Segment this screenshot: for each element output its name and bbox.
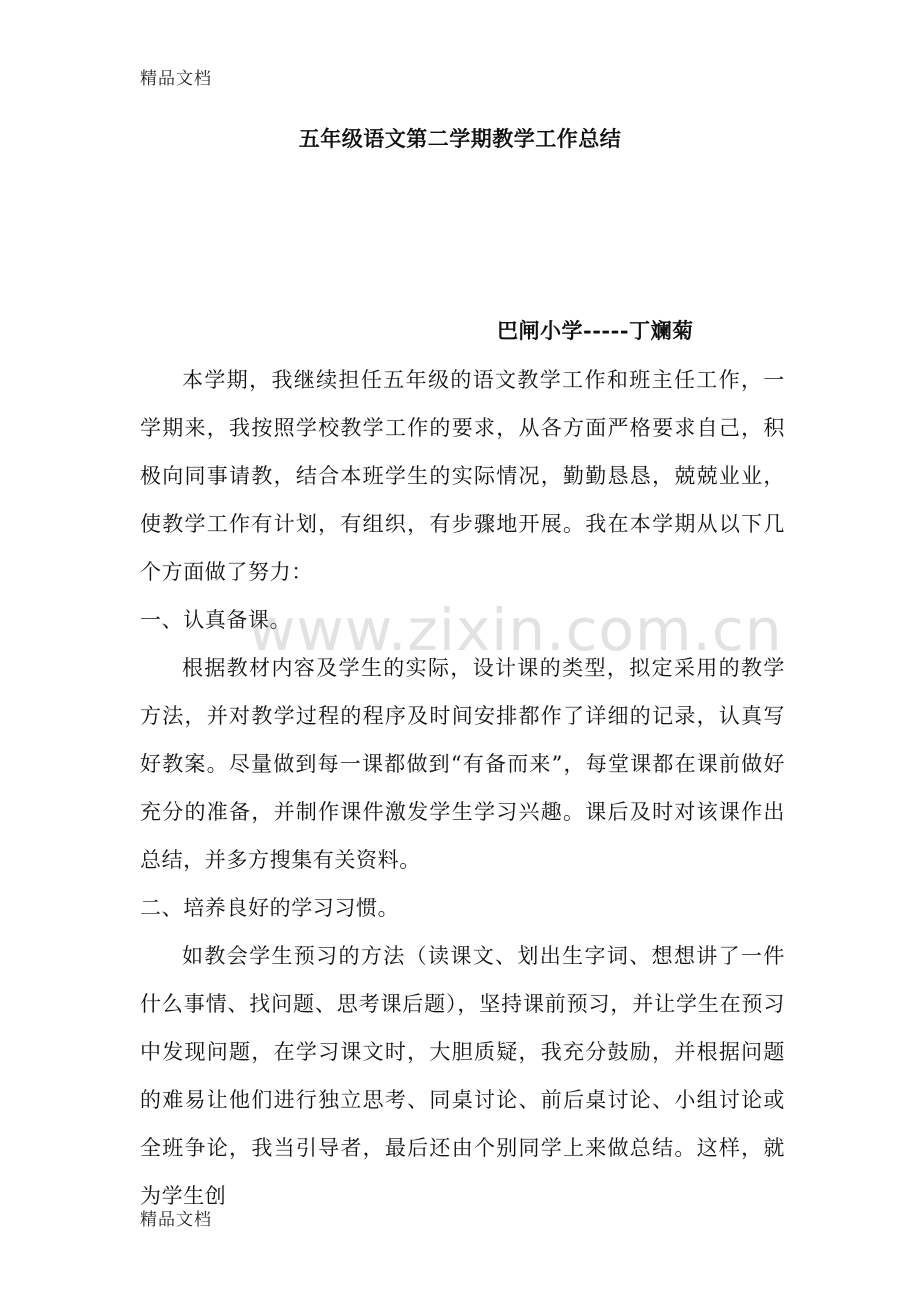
paragraph-study-habits: 如教会学生预习的方法（读课文、划出生字词、想想讲了一件什么事情、找问题、思考课后题），坚持课前预习，并让学生在预习中发现问题，在学习课文时，大胆质疑，我充分鼓励，并根据问题的难易让他们进行独立思考、同桌讨论、前后桌讨论、小组讨论或全班争论，我当引导者，最后还由个别同学上来做总结。这样，就为学生创	[140, 944, 785, 1208]
author-line: 巴闸小学-----丁斓菊	[497, 318, 694, 343]
document-title: 五年级语文第二学期教学工作总结	[298, 126, 622, 151]
page-header-label: 精品文档	[140, 69, 212, 89]
page-footer-label: 精品文档	[140, 1210, 212, 1230]
section-heading-2: 二、培养良好的学习习惯。	[140, 896, 400, 920]
paragraph-lesson-prep: 根据教材内容及学生的实际，设计课的类型，拟定采用的教学方法，并对教学过程的程序及时间安排都作了详细的记录，认真写好教案。尽量做到每一课都做到“有备而来”，每堂课都在课前做好充分的准备，并制作课件激发学生学习兴趣。课后及时对该课作出总结，并多方搜集有关资料。	[140, 656, 785, 872]
watermark-text: www.zixin.com.cn	[248, 596, 783, 664]
section-heading-1: 一、认真备课。	[140, 608, 292, 632]
paragraph-intro: 本学期，我继续担任五年级的语文教学工作和班主任工作，一学期来，我按照学校教学工作的要求，从各方面严格要求自己，积极向同事请教，结合本班学生的实际情况，勤勤恳恳，兢兢业业，使教学工作有计划，有组织，有步骤地开展。我在本学期从以下几个方面做了努力：	[140, 368, 785, 584]
